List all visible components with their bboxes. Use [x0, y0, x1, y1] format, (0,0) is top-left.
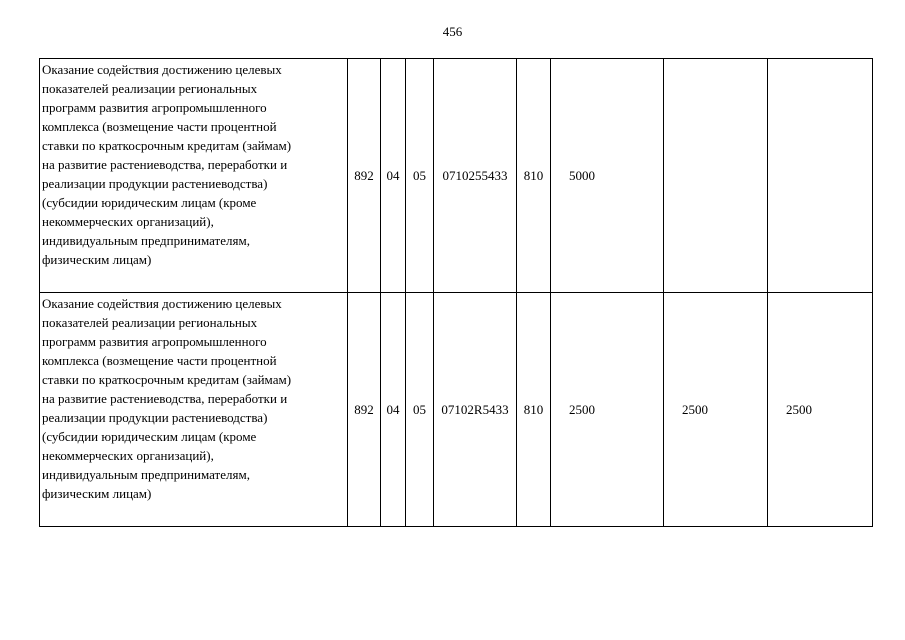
- amount-1: 5000: [569, 168, 595, 183]
- target-article-code: 07102R5433: [434, 293, 517, 527]
- amount-cell-2: [664, 59, 768, 293]
- table-row: [40, 59, 873, 293]
- amount-3: 2500: [786, 402, 812, 417]
- budget-table: [39, 58, 873, 527]
- section-code: 04: [381, 293, 406, 527]
- subsection-code: 05: [406, 293, 434, 527]
- row-description: Оказание содействия достижению целевых показателей реализации региональных программ развития агропромышленного комплекса (возмещение части процентной ставки по краткосрочным кредитам (займам) на развитие растениеводства, переработки и реализации продукции растениеводства) (субсидии юридическим лицам (кроме некоммерческих организаций), индивидуальным предпринимателям, физическим лицам): [40, 293, 348, 527]
- expense-type-code: 810: [517, 293, 551, 527]
- target-article-code: 0710255433: [434, 59, 517, 293]
- table-row: [40, 293, 873, 527]
- amount-cell-2: [664, 293, 768, 527]
- row-description: Оказание содействия достижению целевых показателей реализации региональных программ развития агропромышленного комплекса (возмещение части процентной ставки по краткосрочным кредитам (займам) на развитие растениеводства, переработки и реализации продукции растениеводства) (субсидии юридическим лицам (кроме некоммерческих организаций), индивидуальным предпринимателям, физическим лицам): [40, 59, 348, 293]
- amount-cell-3: [768, 59, 873, 293]
- amount-2: 2500: [682, 402, 708, 417]
- section-code: 04: [381, 59, 406, 293]
- amount-cell-1: [551, 293, 664, 527]
- page-number: 456: [442, 24, 463, 39]
- subsection-code: 05: [406, 59, 434, 293]
- expense-type-code: 810: [517, 59, 551, 293]
- amount-cell-1: [551, 59, 664, 293]
- amount-1: 2500: [569, 402, 595, 417]
- ministry-code: 892: [348, 293, 381, 527]
- ministry-code: 892: [348, 59, 381, 293]
- amount-cell-3: [768, 293, 873, 527]
